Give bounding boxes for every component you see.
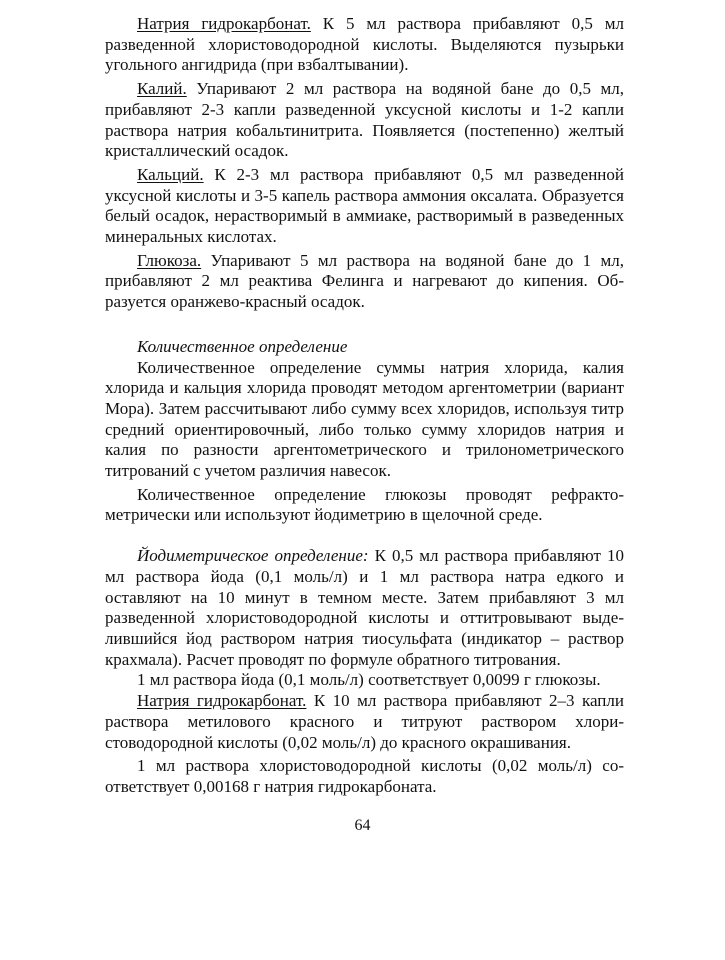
paragraph-iodometric-method (105, 546, 624, 670)
paragraph-lead: Калий. (137, 79, 187, 99)
paragraph-glucose-test (105, 251, 624, 313)
paragraph-text: К 0,5 мл раствора прибавляют 10 мл раствора йода (0,1 моль/л) и 1 мл раствора натра едкого и оставляют на 10 минут в темном месте. Затем прибавляют 3 мл разведенной хлористоводородной кислоты и оттитровывают выделившийся йод раствором натрия тиосульфата (индикатор – раствор крахмала). Расчет проводят по формуле обратного титрования. (105, 546, 624, 669)
paragraph-lead: Натрия гидрокарбонат. (137, 14, 311, 33)
section-heading: Количественное определение (137, 336, 348, 356)
paragraph-sodium-bicarbonate-test (105, 14, 624, 76)
paragraph-potassium-test (105, 79, 624, 162)
paragraph-text: К 2-3 мл раствора прибавляют 0,5 мл разведенной уксусной кислоты и 3-5 капель раствора аммония оксалата. Образуется белый осадок, нерастворимый в аммиаке, растворимый в разведенных минеральных кислотах. (105, 164, 624, 247)
page-number: 64 (354, 817, 371, 834)
document-page (105, 14, 624, 798)
paragraph-glucose-assay: Количественное определение глюкозы проводят рефрактометрически или используют йодиметрию в щелочной среде. (105, 484, 624, 525)
paragraph-chlorides-assay: Количественное определение суммы натрия хлорида, калия хлорида и кальция хлорида проводят методом аргентометрии (вариант Мора). Затем рассчитывают либо сумму всех хлоридов, используя титр средний ориентировочный, либо только сумму хлоридов натрия и калия по разности аргентометрического и трилонометрического титрований с учетом различия навесок. (105, 357, 624, 481)
paragraph-lead: Кальций. (137, 164, 204, 184)
paragraph-iodine-equivalent: 1 мл раствора йода (0,1 моль/л) соответствует 0,0099 г глюкозы. (137, 670, 601, 690)
paragraph-text: К 5 мл раствора прибавляют 0,5 мл разведенной хлористоводородной кислоты. Выделяются пузырьки угольного ангидрида (при взбалтывании). (105, 14, 624, 75)
paragraph-lead: Глюкоза. (137, 250, 202, 270)
paragraph-text: К 10 мл раствора прибавляют 2–3 капли раствора метилового красного и титруют раствором хлористоводородной кислоты (0,02 моль/л) до красного окрашивания. (105, 691, 624, 752)
paragraph-bicarbonate-assay (105, 691, 624, 753)
paragraph-calcium-test (105, 165, 624, 248)
paragraph-lead: Натрия гидрокарбонат. (137, 691, 307, 711)
paragraph-lead: Йодиметрическое определение: (137, 546, 369, 566)
paragraph-text: Упаривают 5 мл раствора на водяной бане до 1 мл, прибавляют 2 мл реактива Фелинга и нагревают до кипения. Образуется оранжево-красный осадок. (105, 250, 624, 312)
paragraph-acid-equivalent: 1 мл раствора хлористоводородной кислоты (0,02 моль/л) соответствует 0,00168 г натрия гидрокарбоната. (105, 756, 624, 796)
paragraph-text: Упаривают 2 мл раствора на водяной бане до 0,5 мл, прибавляют 2-3 капли разведенной уксусной кислоты и 1-2 капли раствора натрия кобальтинитрита. Появляется (постепенно) желтый кристаллический осадок. (105, 79, 624, 161)
